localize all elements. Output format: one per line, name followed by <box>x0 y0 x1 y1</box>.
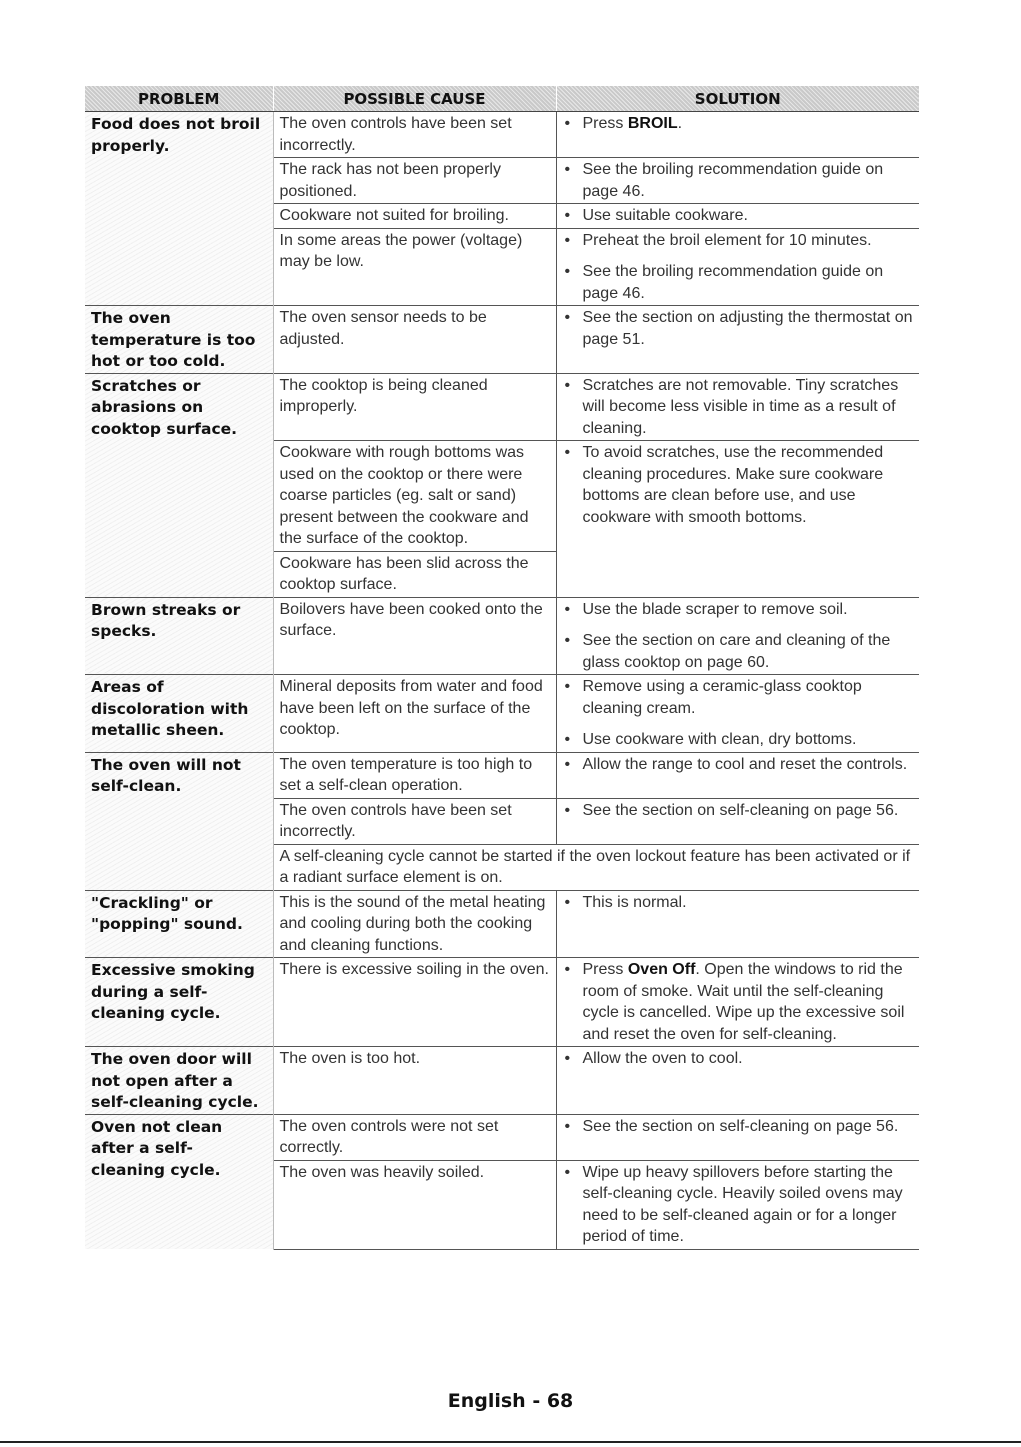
bullet-icon: • <box>564 600 571 618</box>
header-solution: SOLUTION <box>556 86 919 112</box>
bullet-icon: • <box>564 263 571 280</box>
problem-cell: Areas of discoloration with metallic sheen. <box>85 675 273 753</box>
cause-cell: Boilovers have been cooked onto the surface. <box>273 597 556 675</box>
header-possible-cause: POSSIBLE CAUSE <box>273 86 556 112</box>
solution-item <box>565 205 916 227</box>
solution-text: Scratches are not removable. Tiny scratches will become less visible in time as a result of cleaning. <box>582 376 899 437</box>
solution-text: Press <box>582 115 628 132</box>
bullet-icon: • <box>564 309 571 326</box>
header-problem: PROBLEM <box>85 86 273 112</box>
solution-keyword: BROIL <box>627 115 678 132</box>
problem-cell: Food does not broil properly. <box>85 112 273 306</box>
solution-item <box>565 375 916 440</box>
bullet-icon: • <box>564 161 571 178</box>
solution-text: To avoid scratches, use the recommended cleaning procedures. Make sure cookware bottoms are clean before use, and use cookware with smooth bottoms. <box>582 444 884 526</box>
solution-text: Use suitable cookware. <box>582 207 748 224</box>
bottom-rule <box>0 1441 1021 1443</box>
solution-item <box>565 442 916 528</box>
solution-text: Allow the oven to cool. <box>582 1050 743 1067</box>
cause-cell: The cooktop is being cleaned improperly. <box>273 373 556 441</box>
solution-cell <box>556 597 919 675</box>
cause-cell: In some areas the power (voltage) may be low. <box>273 228 556 306</box>
cause-cell: The oven sensor needs to be adjusted. <box>273 306 556 374</box>
table-row <box>85 1114 919 1160</box>
solution-text: Preheat the broil element for 10 minutes. <box>582 231 872 249</box>
solution-cell <box>556 441 919 598</box>
solution-text: See the broiling recommendation guide on page 46. <box>582 161 884 200</box>
bullet-icon: • <box>564 115 571 132</box>
bullet-icon: • <box>564 961 571 978</box>
solution-item <box>565 754 916 776</box>
solution-keyword: Oven Off <box>627 961 696 978</box>
solution-item <box>565 230 916 252</box>
bullet-icon: • <box>564 893 571 911</box>
cause-cell: There is excessive soiling in the oven. <box>273 958 556 1047</box>
troubleshooting-table-container <box>85 86 919 1250</box>
bullet-icon: • <box>564 376 571 394</box>
solution-text: Use the blade scraper to remove soil. <box>582 600 848 618</box>
solution-cell <box>556 112 919 158</box>
table-row <box>85 675 919 753</box>
solution-text: Remove using a ceramic-glass cooktop cleaning cream. <box>582 678 862 717</box>
cause-cell: The oven was heavily soiled. <box>273 1160 556 1249</box>
problem-cell: The oven will not self-clean. <box>85 752 273 890</box>
solution-text: See the section on adjusting the thermostat on page 51. <box>582 309 913 348</box>
cause-cell: The oven controls have been set incorrectly. <box>273 798 556 844</box>
bullet-icon: • <box>564 731 571 748</box>
bullet-icon: • <box>564 1050 571 1067</box>
solution-text: See the section on self-cleaning on page 56. <box>582 801 899 819</box>
bullet-icon: • <box>564 755 571 773</box>
cause-cell: The oven controls have been set incorrectly. <box>273 112 556 158</box>
note-cell: A self-cleaning cycle cannot be started if the oven lockout feature has been activated or if a radiant surface element is on. <box>273 844 919 890</box>
solution-cell <box>556 373 919 441</box>
solution-item <box>565 1048 916 1070</box>
solution-item <box>565 307 916 350</box>
cause-cell: Cookware not suited for broiling. <box>273 204 556 229</box>
cause-cell: This is the sound of the metal heating and cooling during both the cooking and cleaning functions. <box>273 890 556 958</box>
cause-cell: The rack has not been properly positioned. <box>273 158 556 204</box>
table-row <box>85 306 919 374</box>
solution-cell <box>556 306 919 374</box>
solution-text: This is normal. <box>582 893 687 911</box>
bullet-icon: • <box>564 678 571 695</box>
solution-item <box>565 261 916 304</box>
cause-cell: The oven controls were not set correctly. <box>273 1114 556 1160</box>
solution-cell <box>556 158 919 204</box>
bullet-icon: • <box>564 444 571 461</box>
solution-cell <box>556 228 919 306</box>
solution-cell <box>556 958 919 1047</box>
solution-cell <box>556 752 919 798</box>
solution-item <box>565 159 916 202</box>
table-row <box>85 752 919 798</box>
solution-item <box>565 676 916 719</box>
problem-cell: Excessive smoking during a self-cleaning cycle. <box>85 958 273 1047</box>
solution-cell <box>556 1047 919 1115</box>
troubleshooting-table <box>85 86 919 1250</box>
cause-cell: Cookware with rough bottoms was used on the cooktop or there were coarse particles (eg. salt or sand) present between the cookware and the surface of the cooktop. <box>273 441 556 552</box>
solution-text: Press <box>582 961 628 978</box>
solution-text-rest: . Open the windows to rid the room of smoke. Wait until the self-cleaning cycle is cancelled. Wipe up the excessive soil and reset the oven for self-cleaning. <box>582 961 905 1043</box>
cause-cell: Cookware has been slid across the cooktop surface. <box>273 551 556 597</box>
table-row <box>85 112 919 158</box>
solution-cell <box>556 1114 919 1160</box>
solution-text: See the broiling recommendation guide on page 46. <box>582 263 884 302</box>
bullet-icon: • <box>564 632 571 649</box>
bullet-icon: • <box>564 231 571 249</box>
table-row <box>85 597 919 675</box>
table-header-row <box>85 86 919 112</box>
solution-text: See the section on self-cleaning on page 56. <box>582 1117 899 1135</box>
solution-text: Allow the range to cool and reset the controls. <box>582 755 908 773</box>
problem-cell: Scratches or abrasions on cooktop surface. <box>85 373 273 597</box>
page-footer: English - 68 <box>447 1390 574 1412</box>
bullet-icon: • <box>564 207 571 224</box>
solution-text: Wipe up heavy spillovers before starting the self-cleaning cycle. Heavily soiled ovens may need to be self-cleaned again or for a longer period of time. <box>582 1163 903 1245</box>
solution-text-rest: . <box>677 115 683 132</box>
solution-text: See the section on care and cleaning of the glass cooktop on page 60. <box>582 632 891 671</box>
table-row <box>85 890 919 958</box>
problem-cell: "Crackling" or "popping" sound. <box>85 890 273 958</box>
solution-cell <box>556 675 919 753</box>
solution-item <box>565 800 916 822</box>
solution-item <box>565 630 916 673</box>
solution-cell <box>556 204 919 229</box>
solution-item <box>565 959 916 1045</box>
problem-cell: Brown streaks or specks. <box>85 597 273 675</box>
bullet-icon: • <box>564 1163 571 1181</box>
solution-cell <box>556 798 919 844</box>
solution-item <box>565 1116 916 1138</box>
solution-item <box>565 113 916 135</box>
cause-cell: The oven is too hot. <box>273 1047 556 1115</box>
cause-cell: The oven temperature is too high to set a self-clean operation. <box>273 752 556 798</box>
cause-cell: Mineral deposits from water and food have been left on the surface of the cooktop. <box>273 675 556 753</box>
bullet-icon: • <box>564 1117 571 1135</box>
solution-item <box>565 599 916 621</box>
solution-cell <box>556 890 919 958</box>
solution-cell <box>556 1160 919 1249</box>
problem-cell: Oven not clean after a self-cleaning cycle. <box>85 1114 273 1249</box>
table-row <box>85 958 919 1047</box>
solution-item <box>565 729 916 751</box>
table-row <box>85 373 919 441</box>
solution-item <box>565 1162 916 1248</box>
solution-item <box>565 892 916 914</box>
solution-text: Use cookware with clean, dry bottoms. <box>582 731 857 748</box>
table-row <box>85 1047 919 1115</box>
bullet-icon: • <box>564 801 571 819</box>
problem-cell: The oven temperature is too hot or too cold. <box>85 306 273 374</box>
problem-cell: The oven door will not open after a self-cleaning cycle. <box>85 1047 273 1115</box>
